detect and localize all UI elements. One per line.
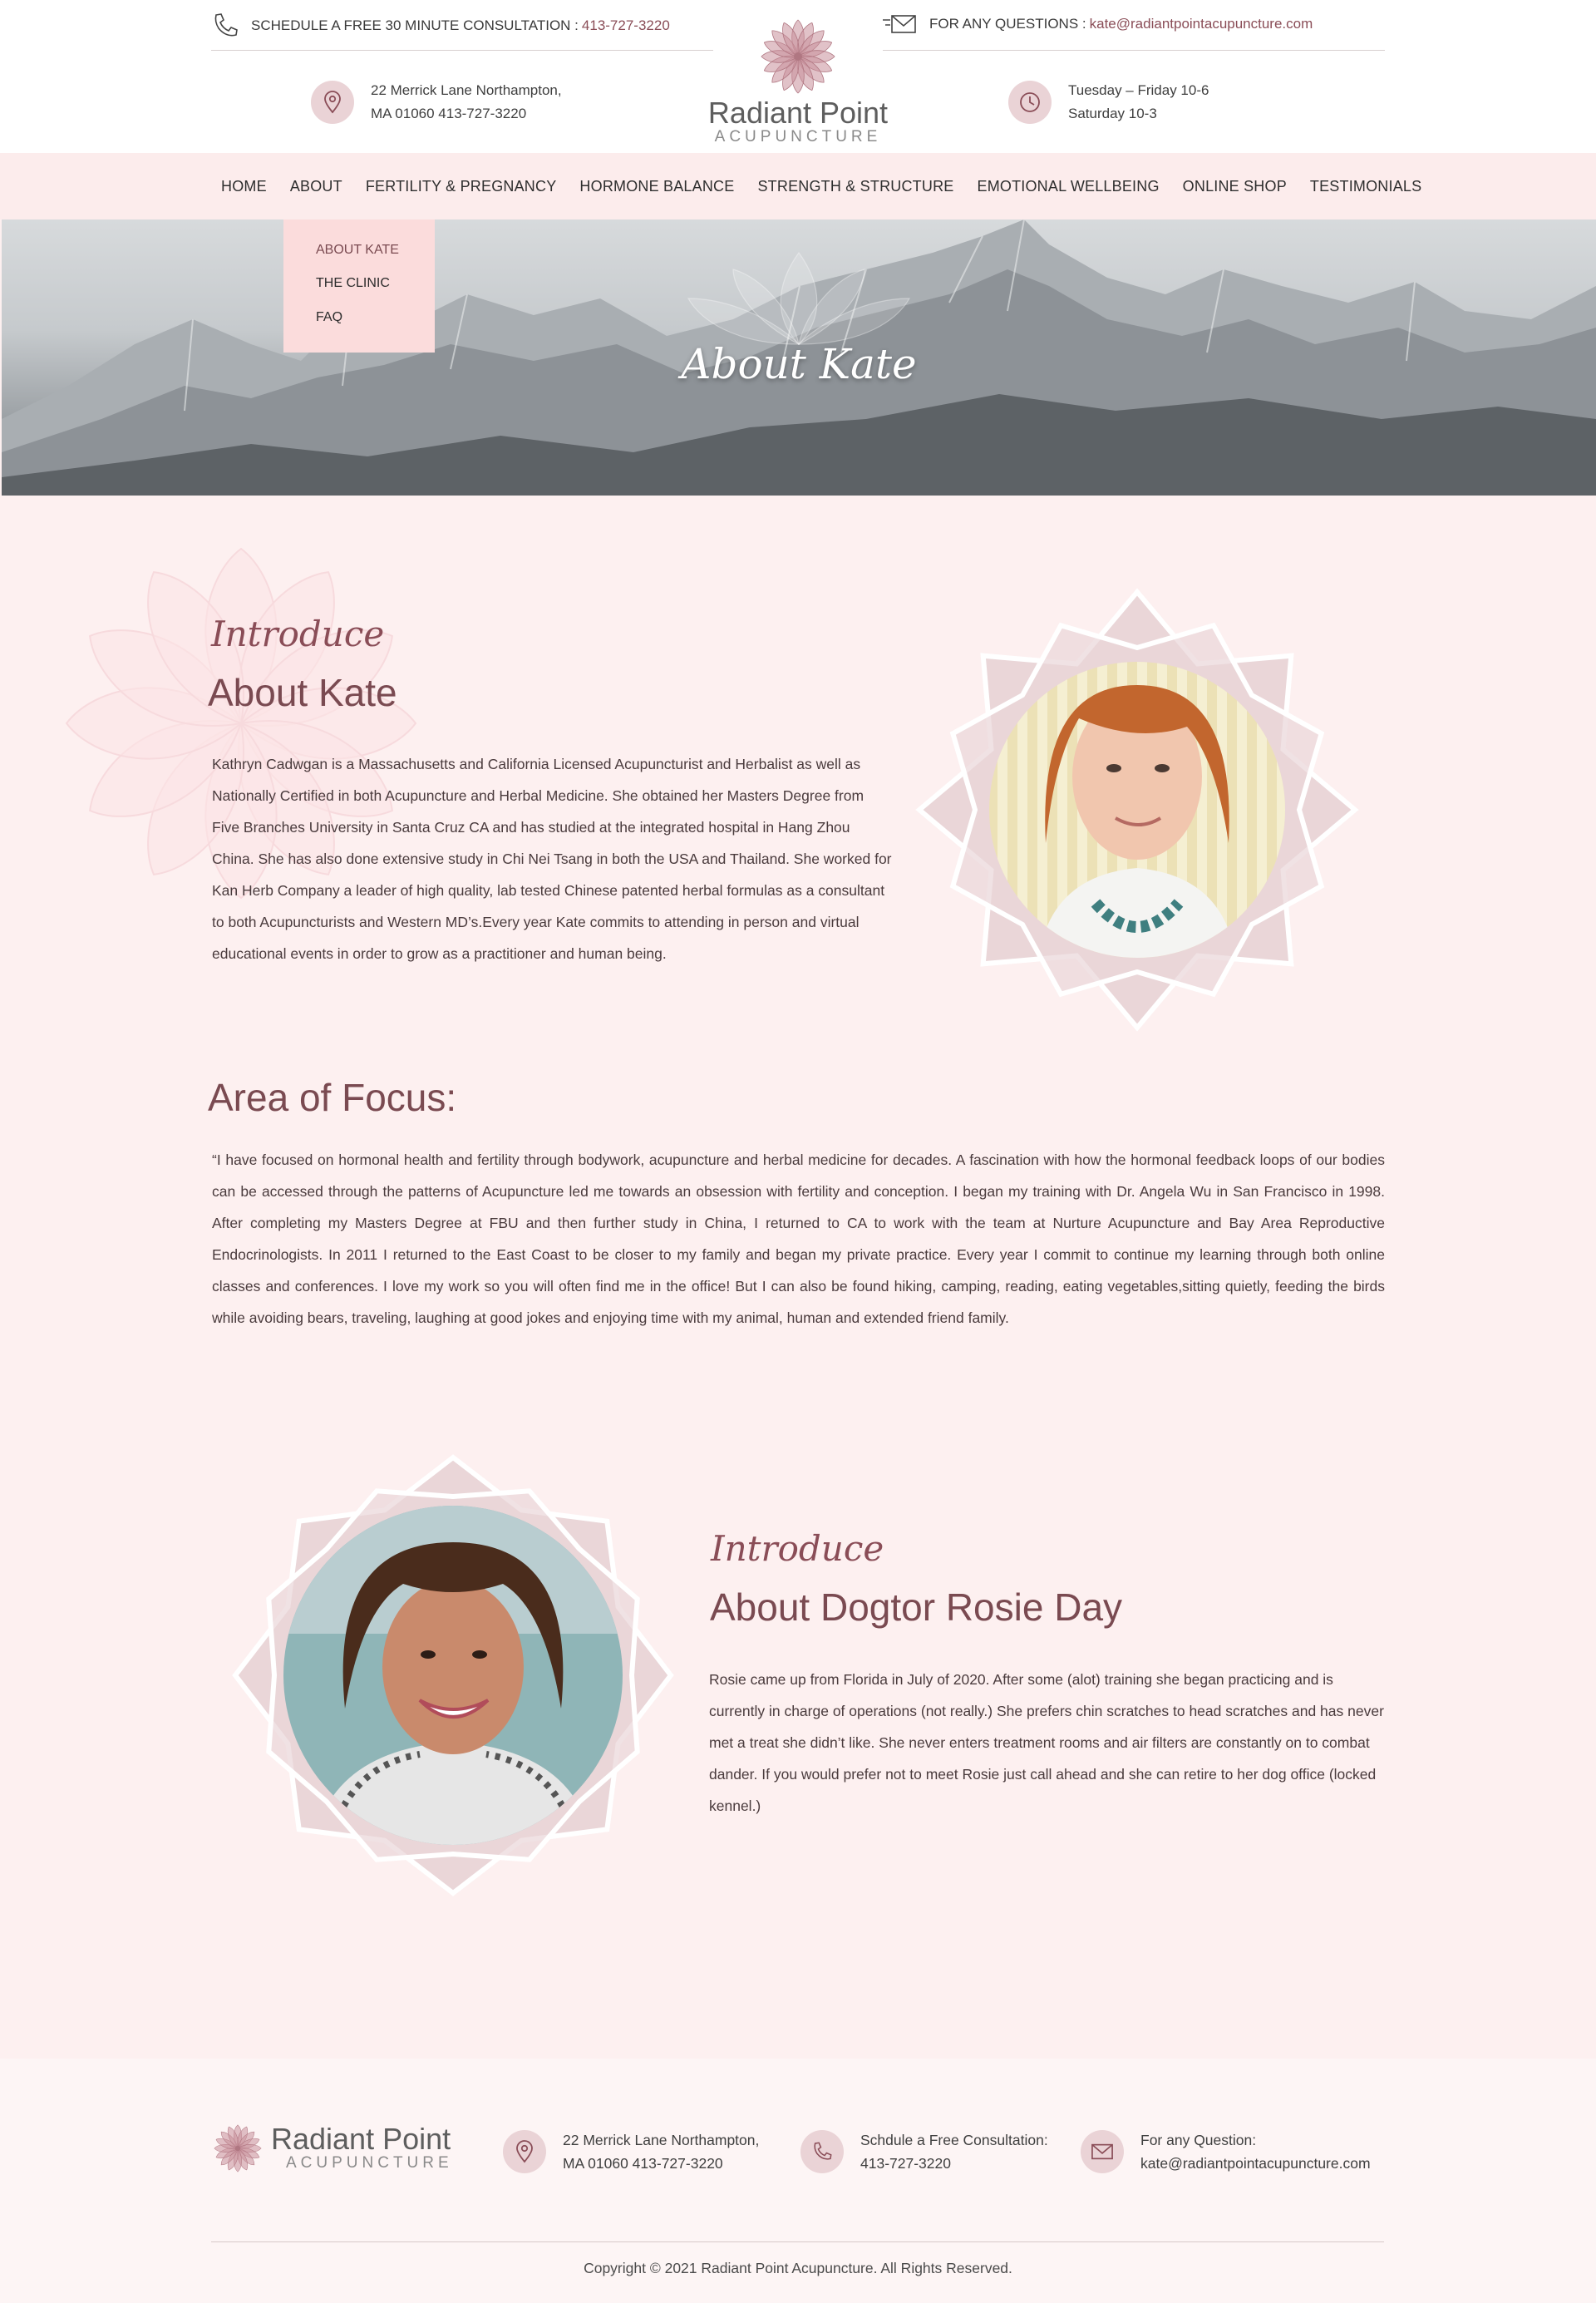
footer-questions bbox=[1081, 2128, 1371, 2175]
map-pin-icon bbox=[311, 81, 354, 124]
nav-online-shop[interactable]: ONLINE SHOP bbox=[1182, 177, 1287, 195]
logo-name: Radiant Point bbox=[707, 96, 889, 130]
footer-address bbox=[503, 2128, 759, 2175]
address-line-2: MA 01060 413-727-3220 bbox=[371, 106, 527, 121]
main-nav bbox=[0, 153, 1596, 219]
divider bbox=[883, 50, 1385, 51]
rosie-portrait bbox=[229, 1451, 677, 1900]
top-header bbox=[0, 0, 1596, 153]
footer-consult-label: Schdule a Free Consultation: bbox=[860, 2132, 1048, 2148]
kate-heading: About Kate bbox=[208, 671, 397, 714]
dropdown-item-about-kate[interactable]: ABOUT KATE bbox=[316, 243, 399, 257]
rosie-bio: Rosie came up from Florida in July of 2020. After some (alot) training she began practicing and is currently in charge of operations (not really.) She prefers chin scratches to head scratches and has never met a treat she didn’t like. She never enters treatment rooms and air filters are constantly on to combat dander. If you would prefer not to meet Rosie just call ahead and she can retire to her dog office (locked kennel.) bbox=[709, 1671, 1384, 1814]
footer-question-email[interactable]: kate@radiantpointacupuncture.com bbox=[1140, 2155, 1371, 2172]
clock-icon bbox=[1008, 81, 1052, 124]
consult-phone-link[interactable]: 413-727-3220 bbox=[581, 17, 670, 33]
nav-hormone-balance[interactable]: HORMONE BALANCE bbox=[579, 177, 735, 195]
footer-address-line-2: MA 01060 413-727-3220 bbox=[563, 2155, 723, 2172]
questions-line: FOR ANY QUESTIONS : kate@radiantpointacupuncture.com bbox=[883, 12, 1313, 37]
kate-portrait bbox=[913, 585, 1362, 1034]
logo-sub: ACUPUNCTURE bbox=[714, 128, 882, 145]
questions-email-link[interactable]: kate@radiantpointacupuncture.com bbox=[1089, 16, 1313, 32]
footer-logo-name: Radiant Point bbox=[271, 2122, 451, 2156]
phone-icon bbox=[800, 2130, 844, 2173]
footer bbox=[0, 2059, 1596, 2303]
footer-question-label: For any Question: bbox=[1140, 2132, 1257, 2148]
footer-logo[interactable] bbox=[211, 2122, 453, 2175]
dropdown-item-faq[interactable]: FAQ bbox=[316, 310, 343, 324]
kate-bio: Kathryn Cadwgan is a Massachusetts and California Licensed Acupuncturist and Herbalist as well as Nationally Certified in both Acupuncture and Herbal Medicine. She obtained her Masters Degree from Five Branches University in Santa Cruz CA and has studied at the integrated hospital in Hang Zhou China. She has also done extensive study in Chi Nei Tsang in both the USA and Thailand. She worked for Kan Herb Company a leader of high quality, lab tested Chinese patented herbal formulas as a consultant to both Acupuncturists and Western MD’s.Every year Kate commits to attending in person and virtual educational events in order to grow as a practitioner and human being. bbox=[212, 756, 892, 962]
rosie-script-heading: Introduce bbox=[711, 1528, 884, 1569]
map-pin-icon bbox=[503, 2130, 546, 2173]
lotus-logo-icon bbox=[756, 17, 840, 96]
envelope-icon bbox=[1081, 2130, 1124, 2173]
kate-script-heading: Introduce bbox=[211, 614, 385, 654]
nav-about[interactable]: ABOUT bbox=[289, 177, 342, 195]
lotus-logo-icon bbox=[211, 2122, 264, 2175]
dropdown-item-the-clinic[interactable]: THE CLINIC bbox=[316, 276, 390, 290]
divider bbox=[211, 50, 713, 51]
copyright: Copyright © 2021 Radiant Point Acupuncture. All Rights Reserved. bbox=[584, 2260, 1012, 2276]
nav-testimonials[interactable]: TESTIMONIALS bbox=[1309, 177, 1422, 195]
footer-logo-sub: ACUPUNCTURE bbox=[286, 2154, 453, 2172]
consultation-line: SCHEDULE A FREE 30 MINUTE CONSULTATION : 413-727-3220 bbox=[211, 12, 670, 40]
hours-line-2: Saturday 10-3 bbox=[1068, 106, 1157, 121]
footer-consult-phone[interactable]: 413-727-3220 bbox=[860, 2155, 951, 2172]
rosie-heading: About Dogtor Rosie Day bbox=[710, 1585, 1123, 1629]
address-line-1: 22 Merrick Lane Northampton, bbox=[371, 82, 562, 98]
focus-heading: Area of Focus: bbox=[208, 1076, 457, 1119]
footer-consultation bbox=[800, 2128, 1048, 2175]
nav-fertility-pregnancy[interactable]: FERTILITY & PREGNANCY bbox=[365, 177, 557, 195]
footer-divider bbox=[211, 2241, 1384, 2242]
hours-info bbox=[1008, 79, 1209, 126]
hours-line-1: Tuesday – Friday 10-6 bbox=[1068, 82, 1209, 98]
hero-title: About Kate bbox=[681, 340, 917, 388]
phone-icon bbox=[211, 12, 239, 40]
address-info bbox=[311, 79, 562, 126]
hero-banner bbox=[2, 219, 1596, 496]
nav-emotional-wellbeing[interactable]: EMOTIONAL WELLBEING bbox=[977, 177, 1160, 195]
nav-home[interactable]: HOME bbox=[221, 177, 267, 195]
focus-text: “I have focused on hormonal health and fertility through bodywork, acupuncture and herbal medicine for decades. A fascination with how the hormonal feedback loops of our bodies can be accessed through the patterns of Acupuncture led me towards an obsession with fertility and conception. I began my training with Dr. Angela Wu in San Francisco in 1998. After completing my Masters Degree at FBU and then further study in China, I returned to CA to work with the team at Nurture Acupuncture and Bay Area Reproductive Endocrinologists. In 2011 I returned to the East Coast to be closer to my family and began my private practice. Every year I commit to continue my learning through both online classes and conferences. I love my work so you will often find me in the office! But I can also be found hiking, camping, reading, eating vegetables,sitting quietly, feeding the birds while avoiding bears, traveling, laughing at good jokes and enjoying time with my animal, human and extended friend family. bbox=[212, 1152, 1385, 1326]
about-dropdown-menu bbox=[283, 219, 435, 353]
footer-address-line-1: 22 Merrick Lane Northampton, bbox=[563, 2132, 760, 2148]
site-logo[interactable] bbox=[702, 17, 894, 146]
nav-strength-structure[interactable]: STRENGTH & STRUCTURE bbox=[757, 177, 954, 195]
